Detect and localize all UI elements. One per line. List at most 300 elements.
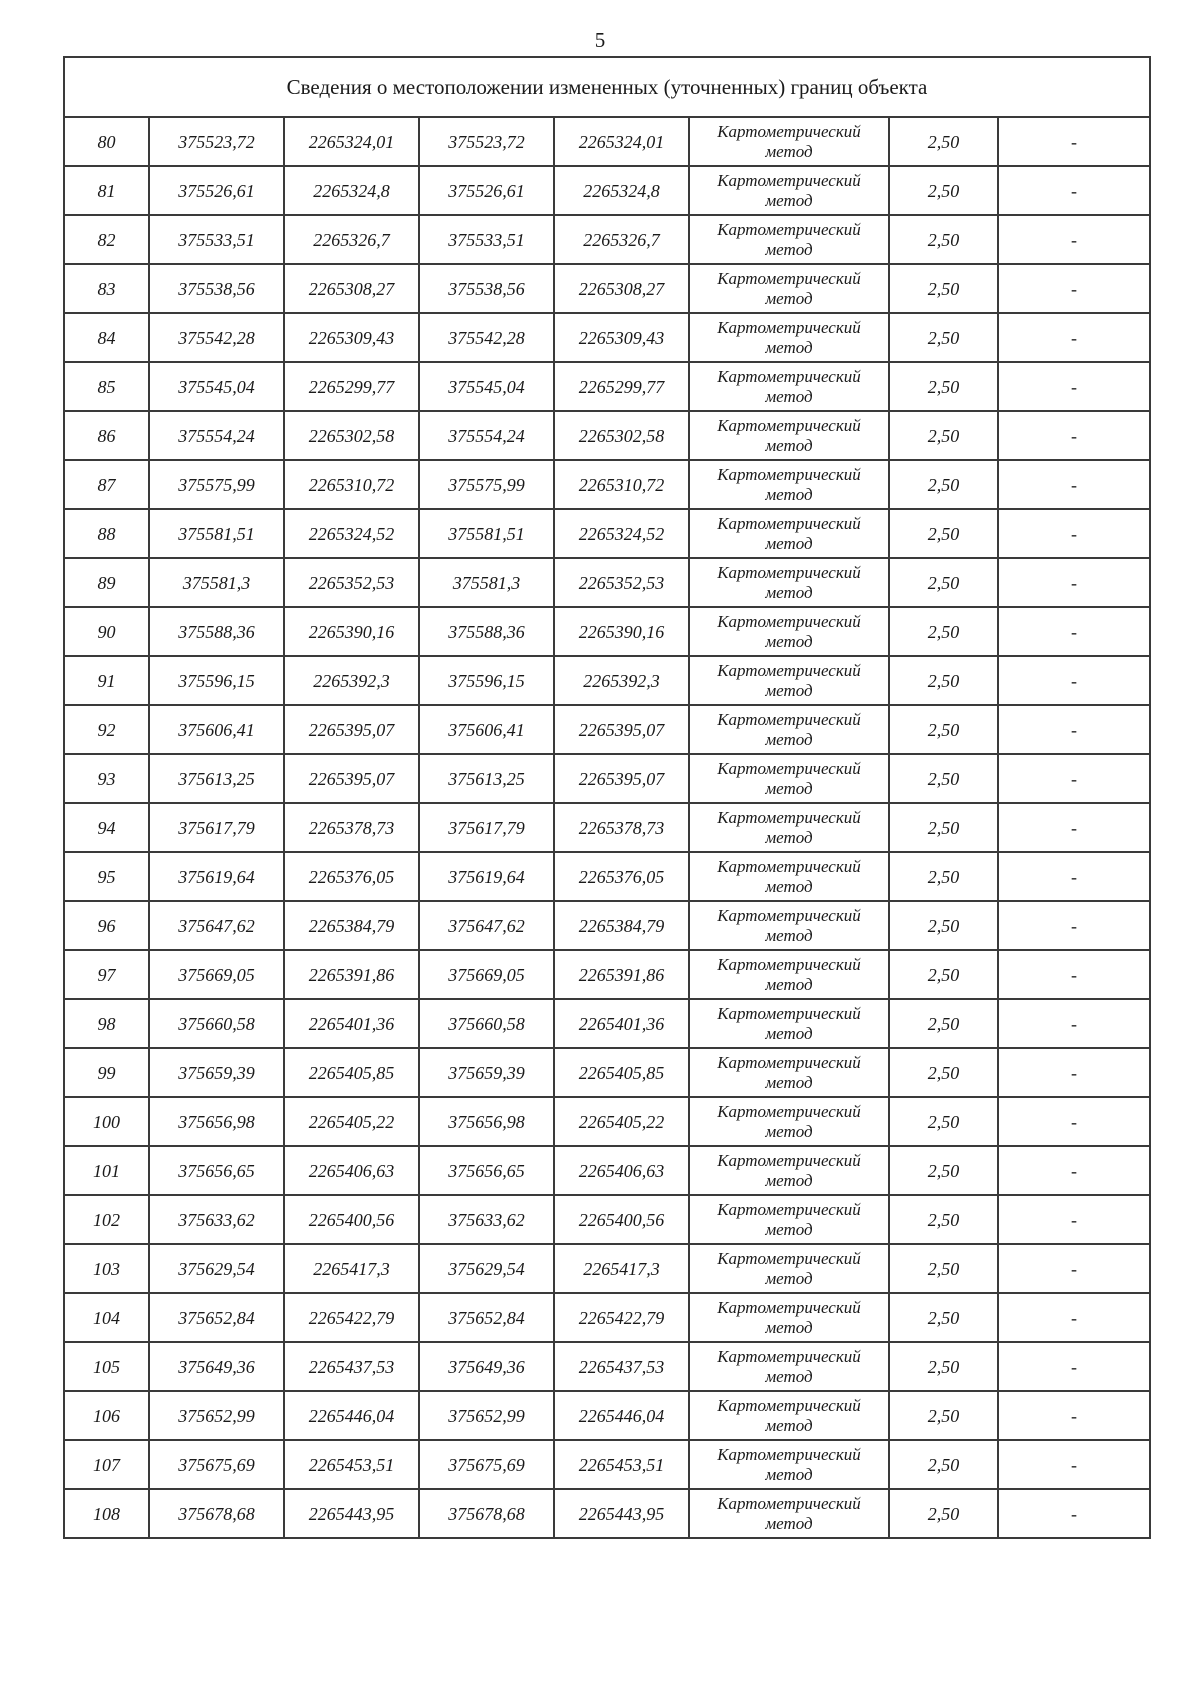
description-cell: -: [998, 803, 1150, 852]
existing-y-cell: 2265401,36: [284, 999, 419, 1048]
method-cell: [689, 1440, 889, 1489]
description-cell: -: [998, 117, 1150, 166]
existing-x-cell: 375652,84: [149, 1293, 284, 1342]
existing-y-cell: 2265352,53: [284, 558, 419, 607]
method-line1: Картометрический: [717, 1248, 861, 1268]
refined-x-cell: 375554,24: [419, 411, 554, 460]
table-row: [64, 313, 1150, 362]
refined-y-cell: 2265405,85: [554, 1048, 689, 1097]
description-cell: -: [998, 1146, 1150, 1195]
point-number-cell: 100: [64, 1097, 149, 1146]
existing-x-cell: 375545,04: [149, 362, 284, 411]
refined-y-cell: 2265352,53: [554, 558, 689, 607]
description-cell: -: [998, 656, 1150, 705]
description-cell: -: [998, 1097, 1150, 1146]
existing-x-cell: 375647,62: [149, 901, 284, 950]
method-line2: метод: [765, 1072, 813, 1092]
table-row: [64, 1244, 1150, 1293]
refined-y-cell: 2265324,8: [554, 166, 689, 215]
method-cell: [689, 1048, 889, 1097]
point-number-cell: 86: [64, 411, 149, 460]
method-line1: Картометрический: [717, 1150, 861, 1170]
refined-x-cell: 375633,62: [419, 1195, 554, 1244]
method-cell: [689, 803, 889, 852]
point-number-cell: 98: [64, 999, 149, 1048]
table-row: [64, 1146, 1150, 1195]
table-row: [64, 117, 1150, 166]
existing-y-cell: 2265378,73: [284, 803, 419, 852]
point-number-cell: 95: [64, 852, 149, 901]
method-line2: метод: [765, 1366, 813, 1386]
refined-x-cell: 375606,41: [419, 705, 554, 754]
accuracy-cell: 2,50: [889, 215, 998, 264]
table-row: [64, 166, 1150, 215]
method-cell: [689, 607, 889, 656]
table-row: [64, 1440, 1150, 1489]
accuracy-cell: 2,50: [889, 656, 998, 705]
refined-y-cell: 2265326,7: [554, 215, 689, 264]
method-line1: Картометрический: [717, 954, 861, 974]
existing-x-cell: 375523,72: [149, 117, 284, 166]
description-cell: -: [998, 558, 1150, 607]
method-line1: Картометрический: [717, 758, 861, 778]
existing-x-cell: 375581,3: [149, 558, 284, 607]
table-title: Сведения о местоположении измененных (уточненных) границ объекта: [64, 57, 1150, 117]
method-line1: Картометрический: [717, 660, 861, 680]
accuracy-cell: 2,50: [889, 1391, 998, 1440]
refined-y-cell: 2265378,73: [554, 803, 689, 852]
method-line2: метод: [765, 827, 813, 847]
method-cell: [689, 852, 889, 901]
existing-x-cell: 375659,39: [149, 1048, 284, 1097]
refined-y-cell: 2265391,86: [554, 950, 689, 999]
method-cell: [689, 264, 889, 313]
table-row: [64, 1293, 1150, 1342]
existing-y-cell: 2265309,43: [284, 313, 419, 362]
method-line2: метод: [765, 1268, 813, 1288]
existing-y-cell: 2265453,51: [284, 1440, 419, 1489]
method-line2: метод: [765, 680, 813, 700]
refined-x-cell: 375656,65: [419, 1146, 554, 1195]
existing-x-cell: 375542,28: [149, 313, 284, 362]
refined-x-cell: 375526,61: [419, 166, 554, 215]
point-number-cell: 83: [64, 264, 149, 313]
description-cell: -: [998, 264, 1150, 313]
method-cell: [689, 1489, 889, 1538]
existing-y-cell: 2265324,01: [284, 117, 419, 166]
method-line2: метод: [765, 729, 813, 749]
description-cell: -: [998, 950, 1150, 999]
point-number-cell: 105: [64, 1342, 149, 1391]
method-line1: Картометрический: [717, 562, 861, 582]
description-cell: -: [998, 1440, 1150, 1489]
existing-x-cell: 375581,51: [149, 509, 284, 558]
method-line2: метод: [765, 1170, 813, 1190]
method-line1: Картометрический: [717, 807, 861, 827]
existing-y-cell: 2265395,07: [284, 705, 419, 754]
point-number-cell: 90: [64, 607, 149, 656]
refined-x-cell: 375629,54: [419, 1244, 554, 1293]
point-number-cell: 97: [64, 950, 149, 999]
refined-y-cell: 2265376,05: [554, 852, 689, 901]
table-row: [64, 215, 1150, 264]
table-row: [64, 901, 1150, 950]
point-number-cell: 87: [64, 460, 149, 509]
method-line1: Картометрический: [717, 1346, 861, 1366]
accuracy-cell: 2,50: [889, 803, 998, 852]
method-line2: метод: [765, 631, 813, 651]
point-number-cell: 80: [64, 117, 149, 166]
refined-y-cell: 2265310,72: [554, 460, 689, 509]
existing-y-cell: 2265422,79: [284, 1293, 419, 1342]
method-cell: [689, 1195, 889, 1244]
refined-x-cell: 375652,99: [419, 1391, 554, 1440]
accuracy-cell: 2,50: [889, 999, 998, 1048]
existing-y-cell: 2265308,27: [284, 264, 419, 313]
accuracy-cell: 2,50: [889, 362, 998, 411]
refined-y-cell: 2265302,58: [554, 411, 689, 460]
existing-x-cell: 375669,05: [149, 950, 284, 999]
description-cell: -: [998, 754, 1150, 803]
accuracy-cell: 2,50: [889, 264, 998, 313]
method-cell: [689, 901, 889, 950]
method-line1: Картометрический: [717, 464, 861, 484]
existing-y-cell: 2265437,53: [284, 1342, 419, 1391]
existing-x-cell: 375606,41: [149, 705, 284, 754]
method-line2: метод: [765, 582, 813, 602]
point-number-cell: 99: [64, 1048, 149, 1097]
refined-y-cell: 2265406,63: [554, 1146, 689, 1195]
point-number-cell: 107: [64, 1440, 149, 1489]
method-cell: [689, 705, 889, 754]
point-number-cell: 108: [64, 1489, 149, 1538]
refined-x-cell: 375656,98: [419, 1097, 554, 1146]
refined-y-cell: 2265309,43: [554, 313, 689, 362]
existing-y-cell: 2265324,8: [284, 166, 419, 215]
existing-x-cell: 375575,99: [149, 460, 284, 509]
table-row: [64, 607, 1150, 656]
refined-y-cell: 2265324,52: [554, 509, 689, 558]
method-cell: [689, 509, 889, 558]
accuracy-cell: 2,50: [889, 950, 998, 999]
method-cell: [689, 460, 889, 509]
refined-x-cell: 375542,28: [419, 313, 554, 362]
method-line1: Картометрический: [717, 170, 861, 190]
description-cell: -: [998, 460, 1150, 509]
method-cell: [689, 1391, 889, 1440]
method-line1: Картометрический: [717, 1297, 861, 1317]
refined-x-cell: 375596,15: [419, 656, 554, 705]
description-cell: -: [998, 1048, 1150, 1097]
table-row: [64, 362, 1150, 411]
existing-y-cell: 2265400,56: [284, 1195, 419, 1244]
method-line1: Картометрический: [717, 856, 861, 876]
refined-y-cell: 2265443,95: [554, 1489, 689, 1538]
refined-y-cell: 2265395,07: [554, 754, 689, 803]
method-line1: Картометрический: [717, 317, 861, 337]
table-row: [64, 1391, 1150, 1440]
table-row: [64, 1342, 1150, 1391]
refined-y-cell: 2265390,16: [554, 607, 689, 656]
refined-y-cell: 2265417,3: [554, 1244, 689, 1293]
method-line2: метод: [765, 141, 813, 161]
accuracy-cell: 2,50: [889, 1293, 998, 1342]
refined-x-cell: 375523,72: [419, 117, 554, 166]
refined-y-cell: 2265401,36: [554, 999, 689, 1048]
existing-x-cell: 375554,24: [149, 411, 284, 460]
refined-y-cell: 2265400,56: [554, 1195, 689, 1244]
existing-y-cell: 2265384,79: [284, 901, 419, 950]
existing-x-cell: 375588,36: [149, 607, 284, 656]
refined-x-cell: 375613,25: [419, 754, 554, 803]
table-row: [64, 264, 1150, 313]
table-row: [64, 1195, 1150, 1244]
accuracy-cell: 2,50: [889, 313, 998, 362]
point-number-cell: 88: [64, 509, 149, 558]
point-number-cell: 85: [64, 362, 149, 411]
refined-x-cell: 375660,58: [419, 999, 554, 1048]
existing-y-cell: 2265405,85: [284, 1048, 419, 1097]
accuracy-cell: 2,50: [889, 1489, 998, 1538]
refined-x-cell: 375675,69: [419, 1440, 554, 1489]
accuracy-cell: 2,50: [889, 754, 998, 803]
description-cell: -: [998, 215, 1150, 264]
refined-x-cell: 375588,36: [419, 607, 554, 656]
method-line2: метод: [765, 1023, 813, 1043]
existing-y-cell: 2265446,04: [284, 1391, 419, 1440]
method-line1: Картометрический: [717, 1003, 861, 1023]
method-line2: метод: [765, 435, 813, 455]
page-number: 5: [594, 28, 606, 52]
table-row: [64, 1048, 1150, 1097]
existing-x-cell: 375619,64: [149, 852, 284, 901]
refined-x-cell: 375619,64: [419, 852, 554, 901]
table-row: [64, 509, 1150, 558]
point-number-cell: 89: [64, 558, 149, 607]
point-number-cell: 82: [64, 215, 149, 264]
method-line1: Картометрический: [717, 1101, 861, 1121]
refined-x-cell: 375538,56: [419, 264, 554, 313]
table-row: [64, 999, 1150, 1048]
description-cell: -: [998, 1489, 1150, 1538]
existing-x-cell: 375633,62: [149, 1195, 284, 1244]
existing-y-cell: 2265406,63: [284, 1146, 419, 1195]
method-line1: Картометрический: [717, 1395, 861, 1415]
refined-x-cell: 375652,84: [419, 1293, 554, 1342]
description-cell: -: [998, 901, 1150, 950]
table-row: [64, 460, 1150, 509]
existing-y-cell: 2265376,05: [284, 852, 419, 901]
accuracy-cell: 2,50: [889, 1048, 998, 1097]
table-title-row: [64, 57, 1150, 117]
method-line2: метод: [765, 1219, 813, 1239]
method-cell: [689, 215, 889, 264]
accuracy-cell: 2,50: [889, 852, 998, 901]
description-cell: -: [998, 1244, 1150, 1293]
method-cell: [689, 313, 889, 362]
point-number-cell: 91: [64, 656, 149, 705]
refined-x-cell: 375678,68: [419, 1489, 554, 1538]
method-line1: Картометрический: [717, 611, 861, 631]
point-number-cell: 101: [64, 1146, 149, 1195]
existing-x-cell: 375660,58: [149, 999, 284, 1048]
point-number-cell: 106: [64, 1391, 149, 1440]
method-cell: [689, 1244, 889, 1293]
existing-x-cell: 375526,61: [149, 166, 284, 215]
method-line2: метод: [765, 337, 813, 357]
existing-y-cell: 2265395,07: [284, 754, 419, 803]
point-number-cell: 92: [64, 705, 149, 754]
existing-x-cell: 375538,56: [149, 264, 284, 313]
refined-x-cell: 375533,51: [419, 215, 554, 264]
point-number-cell: 96: [64, 901, 149, 950]
existing-x-cell: 375533,51: [149, 215, 284, 264]
method-line2: метод: [765, 974, 813, 994]
refined-y-cell: 2265395,07: [554, 705, 689, 754]
description-cell: -: [998, 999, 1150, 1048]
existing-x-cell: 375596,15: [149, 656, 284, 705]
accuracy-cell: 2,50: [889, 901, 998, 950]
point-number-cell: 93: [64, 754, 149, 803]
accuracy-cell: 2,50: [889, 607, 998, 656]
method-line2: метод: [765, 876, 813, 896]
method-line1: Картометрический: [717, 1493, 861, 1513]
refined-x-cell: 375647,62: [419, 901, 554, 950]
existing-y-cell: 2265392,3: [284, 656, 419, 705]
description-cell: -: [998, 362, 1150, 411]
table-row: [64, 754, 1150, 803]
method-line2: метод: [765, 190, 813, 210]
method-line2: метод: [765, 533, 813, 553]
method-cell: [689, 1146, 889, 1195]
description-cell: -: [998, 1342, 1150, 1391]
existing-x-cell: 375613,25: [149, 754, 284, 803]
refined-x-cell: 375581,3: [419, 558, 554, 607]
existing-y-cell: 2265417,3: [284, 1244, 419, 1293]
existing-y-cell: 2265299,77: [284, 362, 419, 411]
method-cell: [689, 999, 889, 1048]
method-line2: метод: [765, 239, 813, 259]
method-cell: [689, 117, 889, 166]
existing-x-cell: 375656,65: [149, 1146, 284, 1195]
existing-y-cell: 2265310,72: [284, 460, 419, 509]
point-number-cell: 104: [64, 1293, 149, 1342]
method-line2: метод: [765, 1464, 813, 1484]
refined-x-cell: 375575,99: [419, 460, 554, 509]
table-row: [64, 411, 1150, 460]
point-number-cell: 81: [64, 166, 149, 215]
refined-y-cell: 2265446,04: [554, 1391, 689, 1440]
method-line2: метод: [765, 778, 813, 798]
method-line2: метод: [765, 386, 813, 406]
existing-x-cell: 375678,68: [149, 1489, 284, 1538]
method-cell: [689, 1097, 889, 1146]
refined-x-cell: 375545,04: [419, 362, 554, 411]
table-row: [64, 803, 1150, 852]
table-row: [64, 1097, 1150, 1146]
method-line1: Картометрический: [717, 709, 861, 729]
table-row: [64, 852, 1150, 901]
accuracy-cell: 2,50: [889, 705, 998, 754]
existing-x-cell: 375617,79: [149, 803, 284, 852]
description-cell: -: [998, 607, 1150, 656]
existing-y-cell: 2265390,16: [284, 607, 419, 656]
refined-x-cell: 375659,39: [419, 1048, 554, 1097]
refined-y-cell: 2265422,79: [554, 1293, 689, 1342]
method-line2: метод: [765, 925, 813, 945]
description-cell: -: [998, 1391, 1150, 1440]
refined-y-cell: 2265299,77: [554, 362, 689, 411]
accuracy-cell: 2,50: [889, 1244, 998, 1293]
method-cell: [689, 656, 889, 705]
accuracy-cell: 2,50: [889, 1195, 998, 1244]
existing-y-cell: 2265443,95: [284, 1489, 419, 1538]
method-line1: Картометрический: [717, 1444, 861, 1464]
method-line2: метод: [765, 1317, 813, 1337]
existing-y-cell: 2265326,7: [284, 215, 419, 264]
accuracy-cell: 2,50: [889, 558, 998, 607]
method-line1: Картометрический: [717, 1052, 861, 1072]
point-number-cell: 94: [64, 803, 149, 852]
method-cell: [689, 558, 889, 607]
refined-x-cell: 375669,05: [419, 950, 554, 999]
method-cell: [689, 362, 889, 411]
method-line2: метод: [765, 288, 813, 308]
accuracy-cell: 2,50: [889, 411, 998, 460]
method-cell: [689, 950, 889, 999]
refined-y-cell: 2265392,3: [554, 656, 689, 705]
method-cell: [689, 1293, 889, 1342]
method-line2: метод: [765, 484, 813, 504]
accuracy-cell: 2,50: [889, 117, 998, 166]
table-row: [64, 1489, 1150, 1538]
boundary-coordinates-table: [63, 56, 1151, 1539]
method-line1: Картометрический: [717, 366, 861, 386]
method-line2: метод: [765, 1415, 813, 1435]
existing-y-cell: 2265302,58: [284, 411, 419, 460]
existing-x-cell: 375629,54: [149, 1244, 284, 1293]
accuracy-cell: 2,50: [889, 166, 998, 215]
refined-y-cell: 2265308,27: [554, 264, 689, 313]
method-line1: Картометрический: [717, 415, 861, 435]
existing-y-cell: 2265324,52: [284, 509, 419, 558]
method-line1: Картометрический: [717, 268, 861, 288]
description-cell: -: [998, 313, 1150, 362]
existing-y-cell: 2265405,22: [284, 1097, 419, 1146]
method-line1: Картометрический: [717, 121, 861, 141]
table-row: [64, 656, 1150, 705]
refined-y-cell: 2265437,53: [554, 1342, 689, 1391]
table-row: [64, 705, 1150, 754]
method-line2: метод: [765, 1121, 813, 1141]
description-cell: -: [998, 411, 1150, 460]
table-row: [64, 950, 1150, 999]
method-line1: Картометрический: [717, 1199, 861, 1219]
refined-y-cell: 2265453,51: [554, 1440, 689, 1489]
existing-x-cell: 375652,99: [149, 1391, 284, 1440]
accuracy-cell: 2,50: [889, 1440, 998, 1489]
accuracy-cell: 2,50: [889, 509, 998, 558]
description-cell: -: [998, 509, 1150, 558]
accuracy-cell: 2,50: [889, 1097, 998, 1146]
refined-x-cell: 375581,51: [419, 509, 554, 558]
description-cell: -: [998, 1293, 1150, 1342]
existing-x-cell: 375656,98: [149, 1097, 284, 1146]
refined-x-cell: 375649,36: [419, 1342, 554, 1391]
method-line1: Картометрический: [717, 513, 861, 533]
description-cell: -: [998, 705, 1150, 754]
description-cell: -: [998, 852, 1150, 901]
